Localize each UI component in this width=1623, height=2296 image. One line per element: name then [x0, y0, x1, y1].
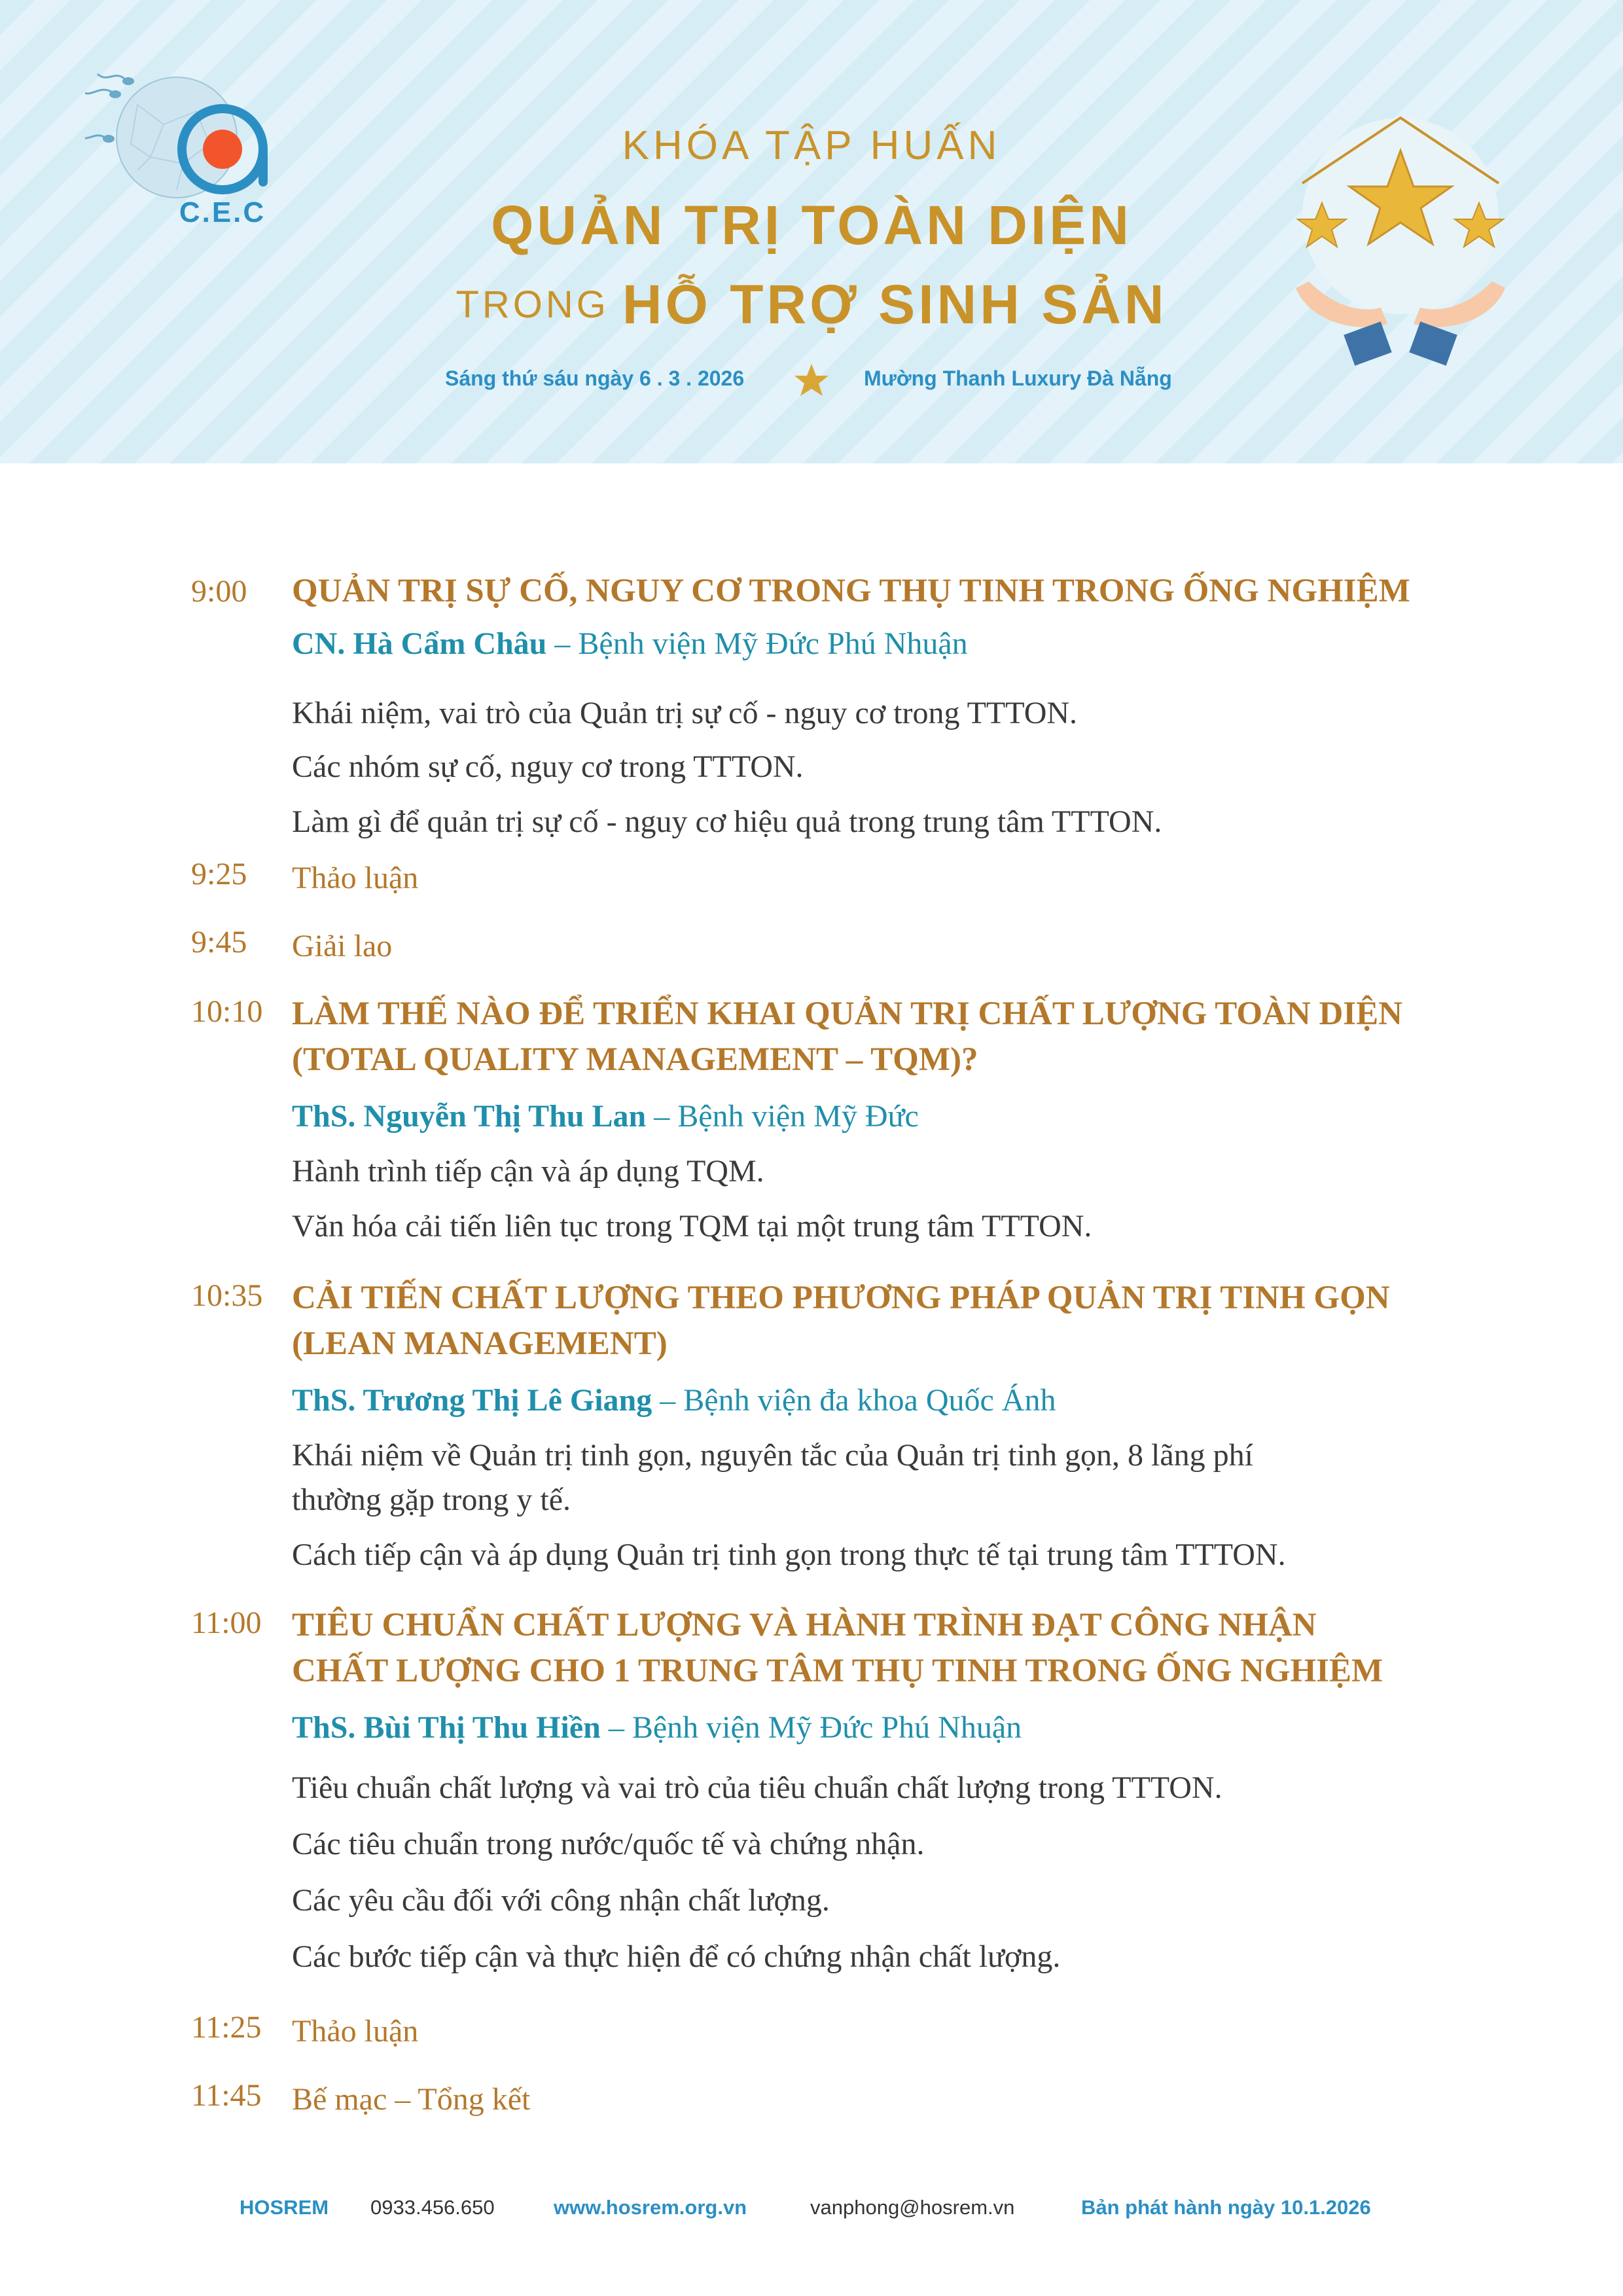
program-schedule — [0, 568, 1623, 2130]
session-description: Cách tiếp cận và áp dụng Quản trị tinh gọn trong thực tế tại trung tâm TTTON. — [292, 1537, 1286, 1572]
session-description: Văn hóa cải tiến liên tục trong TQM tại một trung tâm TTTON. — [292, 1209, 1092, 1244]
footer-phone[interactable]: 0933.456.650 — [370, 2196, 495, 2219]
logo-label: C.E.C — [179, 196, 266, 228]
rating-stars-icon — [1283, 105, 1518, 386]
session-description: Tiêu chuẩn chất lượng và vai trò của tiêu chuẩn chất lượng trong TTTON. — [292, 1770, 1222, 1805]
session-time: 9:45 — [191, 925, 247, 960]
session-time: 11:45 — [191, 2078, 262, 2113]
sub-title — [327, 273, 1296, 336]
session-description: Khái niệm, vai trò của Quản trị sự cố - nguy cơ trong TTTON. — [292, 696, 1078, 730]
speaker-org: – Bệnh viện Mỹ Đức Phú Nhuận — [600, 1710, 1022, 1745]
sub-title-main: HỖ TRỢ SINH SẢN — [622, 274, 1168, 335]
session-topic: TIÊU CHUẨN CHẤT LƯỢNG VÀ HÀNH TRÌNH ĐẠT CÔNG NHẬN — [292, 1607, 1317, 1643]
session-description: Khái niệm về Quản trị tinh gọn, nguyên tắc của Quản trị tinh gọn, 8 lãng phí — [292, 1438, 1254, 1473]
session-description: thường gặp trong y tế. — [292, 1482, 571, 1517]
stars-hands-illustration — [1283, 105, 1518, 386]
session-content — [292, 1602, 1529, 1979]
program-break — [0, 856, 1623, 924]
session-speaker — [292, 622, 1529, 666]
session-topic: CẢI TIẾN CHẤT LƯỢNG THEO PHƯƠNG PHÁP QUẢN TRỊ TINH GỌN — [292, 1280, 1390, 1316]
session-description: Hành trình tiếp cận và áp dụng TQM. — [292, 1154, 764, 1189]
program-session — [0, 568, 1623, 856]
session-speaker — [292, 1706, 1529, 1750]
session-time: 9:25 — [191, 857, 247, 891]
session-description: Làm gì để quản trị sự cố - nguy cơ hiệu quả trong trung tâm TTTON. — [292, 804, 1162, 839]
session-time: 9:00 — [191, 574, 247, 609]
program-break — [0, 924, 1623, 991]
session-topic: QUẢN TRỊ SỰ CỐ, NGUY CƠ TRONG THỤ TINH TRONG ỐNG NGHIỆM — [292, 573, 1410, 609]
session-content — [292, 991, 1529, 1249]
program-session — [0, 1602, 1623, 2009]
footer-release-date: Bản phát hành ngày 10.1.2026 — [1081, 2196, 1371, 2219]
sub-title-prefix: TRONG — [455, 283, 609, 326]
cec-logo — [85, 65, 294, 249]
course-title: KHÓA TẬP HUẤN — [622, 123, 1001, 168]
speaker-org: – Bệnh viện Mỹ Đức Phú Nhuận — [546, 626, 968, 661]
session-topic: LÀM THẾ NÀO ĐỂ TRIỂN KHAI QUẢN TRỊ CHẤT LƯỢNG TOÀN DIỆN — [292, 996, 1402, 1032]
session-topic: CHẤT LƯỢNG CHO 1 TRUNG TÂM THỤ TINH TRONG ỐNG NGHIỆM — [292, 1653, 1383, 1689]
session-description: Các bước tiếp cận và thực hiện để có chứng nhận chất lượng. — [292, 1939, 1061, 1974]
speaker-name: ThS. Nguyễn Thị Thu Lan — [292, 1099, 647, 1134]
session-label: Bế mạc – Tổng kết — [292, 2082, 531, 2117]
title-block — [327, 115, 1296, 336]
session-time: 11:00 — [191, 1605, 262, 1640]
event-info — [393, 367, 1230, 406]
event-date: Sáng thứ sáu ngày 6 . 3 . 2026 — [445, 367, 745, 390]
speaker-org: – Bệnh viện Mỹ Đức — [646, 1099, 919, 1134]
footer-website-link[interactable]: www.hosrem.org.vn — [554, 2196, 747, 2219]
speaker-name: CN. Hà Cẩm Châu — [292, 626, 547, 661]
program-break — [0, 2077, 1623, 2130]
footer — [0, 2196, 1623, 2229]
header-banner — [0, 0, 1623, 463]
program-break — [0, 2009, 1623, 2077]
session-label: Thảo luận — [292, 2014, 419, 2049]
session-description: Các tiêu chuẩn trong nước/quốc tế và chứng nhận. — [292, 1827, 925, 1861]
session-topic: (TOTAL QUALITY MANAGEMENT – TQM)? — [292, 1041, 978, 1078]
session-label: Thảo luận — [292, 861, 419, 895]
session-time: 10:35 — [191, 1278, 263, 1313]
session-topic: (LEAN MANAGEMENT) — [292, 1325, 668, 1362]
event-venue: Mường Thanh Luxury Đà Nẵng — [864, 367, 1172, 390]
session-label: Giải lao — [292, 929, 393, 963]
session-time: 10:10 — [191, 994, 263, 1029]
speaker-name: ThS. Bùi Thị Thu Hiền — [292, 1710, 601, 1745]
session-description: Các yêu cầu đối với công nhận chất lượng. — [292, 1883, 830, 1918]
program-session — [0, 991, 1623, 1275]
speaker-org: – Bệnh viện đa khoa Quốc Ánh — [652, 1383, 1056, 1418]
session-time: 11:25 — [191, 2010, 262, 2045]
main-title: QUẢN TRỊ TOÀN DIỆN — [491, 194, 1132, 256]
footer-org: HOSREM — [240, 2196, 329, 2219]
footer-email-link[interactable]: vanphong@hosrem.vn — [810, 2196, 1015, 2219]
star-separator-icon — [792, 361, 831, 406]
session-speaker — [292, 1094, 1529, 1139]
program-session — [0, 1275, 1623, 1602]
session-content — [292, 568, 1529, 844]
session-description: Các nhóm sự cố, nguy cơ trong TTTON. — [292, 749, 804, 784]
session-content — [292, 1275, 1529, 1577]
speaker-name: ThS. Trương Thị Lê Giang — [292, 1383, 652, 1418]
session-speaker — [292, 1378, 1529, 1423]
